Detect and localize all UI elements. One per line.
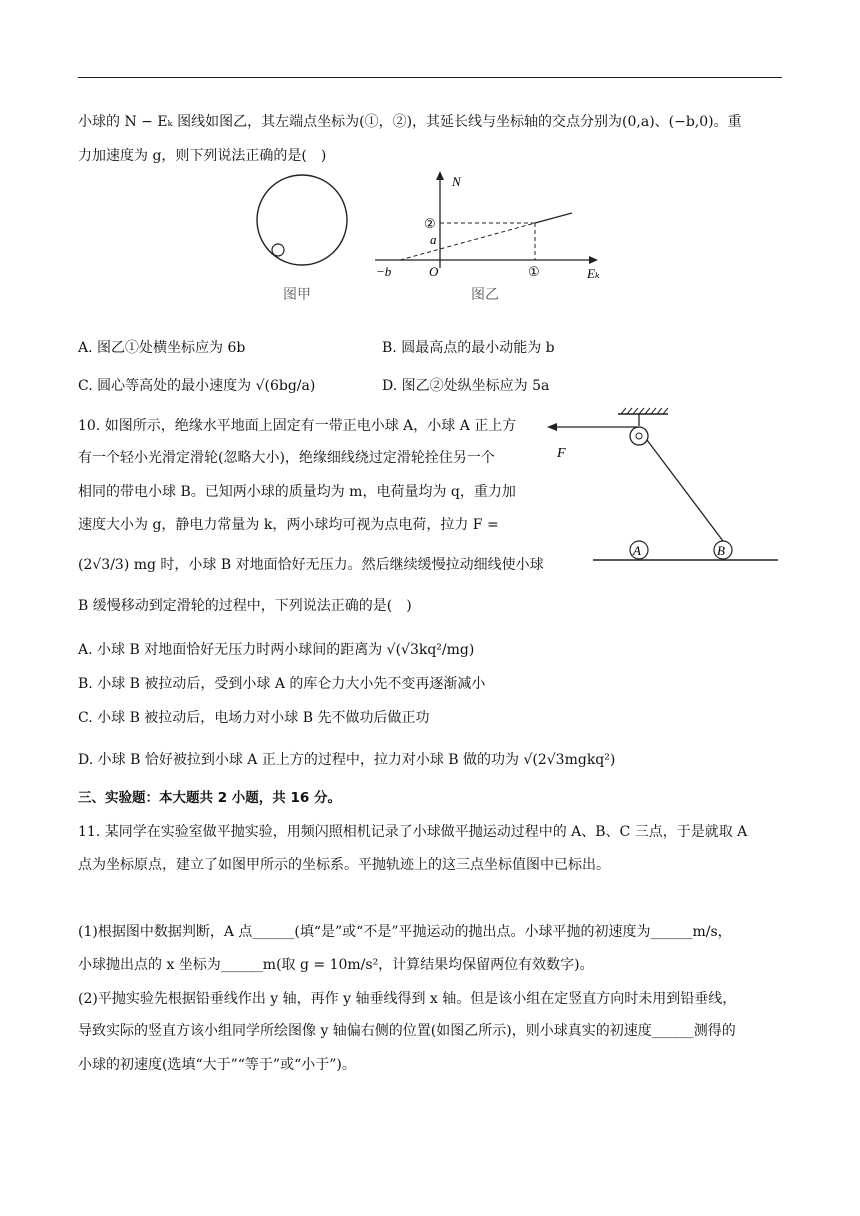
q11-part2-line3: 小球的初速度(选填“大于”“等于”或“小于”)。 xyxy=(78,1057,356,1073)
q11-part2-line2: 导致实际的竖直方该小组同学所绘图像 y 轴偏右侧的位置(如图乙所示)，则小球真实的初速度______测得的 xyxy=(78,1023,736,1039)
q10-option-a: A. 小球 B 对地面恰好无压力时两小球间的距离为 √(√3kq²/mg) xyxy=(78,642,475,658)
q9-option-d: D. 图乙②处纵坐标应为 5a xyxy=(382,378,550,394)
q11-part1-line1: (1)根据图中数据判断，A 点______(填“是”或“不是”平抛运动的抛出点。小球平抛的初速度为______m/s， xyxy=(78,924,732,940)
q9-stem-line1: 小球的 N − Eₖ 图线如图乙，其左端点坐标为(①，②)，其延长线与坐标轴的交点分别为(0,a)、(−b,0)。重 xyxy=(78,114,742,130)
q9-option-b: B. 圆最高点的最小动能为 b xyxy=(382,340,555,356)
y-axis-arrow xyxy=(436,171,444,180)
ceiling-hatch xyxy=(621,408,668,414)
string-to-b xyxy=(647,440,723,541)
ball-a-label: A xyxy=(633,543,641,558)
figure-jia xyxy=(250,170,360,270)
q9-option-c: C. 圆心等高处的最小速度为 √(6bg/a) xyxy=(78,378,316,394)
ball-b-label: B xyxy=(717,543,725,558)
q11-part2-line1: (2)平抛实验先根据铅垂线作出 y 轴，再作 y 轴垂线得到 x 轴。但是该小组在定竖直方向时未用到铅垂线， xyxy=(78,991,737,1007)
vertical-circle-track xyxy=(257,175,347,265)
mark-circle-1: ① xyxy=(528,264,540,279)
x-axis-arrow xyxy=(589,256,598,264)
q9-option-a: A. 图乙①处横坐标应为 6b xyxy=(78,340,246,356)
q10-line3: 相同的带电小球 B。已知两小球的质量均为 m，电荷量均为 q，重力加 xyxy=(78,484,516,500)
q10-line6: B 缓慢移动到定滑轮的过程中，下列说法正确的是( ) xyxy=(78,598,412,614)
neg-b-label: −b xyxy=(376,264,392,279)
x-axis-label: Eₖ xyxy=(587,266,600,280)
fig-yi-label: 图乙 xyxy=(471,287,499,303)
a-label: a xyxy=(430,232,437,247)
q10-line5: (2√3/3) mg 时，小球 B 对地面恰好无压力。然后继续缓慢拉动细线使小球 xyxy=(78,557,544,573)
q11-part1-line2: 小球抛出点的 x 坐标为______m(取 g = 10m/s²，计算结果均保留两位有效数字)。 xyxy=(78,957,594,973)
small-ball xyxy=(272,244,284,256)
q10-option-d: D. 小球 B 恰好被拉到小球 A 正上方的过程中，拉力对小球 B 做的功为 √(2√3mgkq²) xyxy=(78,752,616,768)
figure-yi-graph xyxy=(370,168,615,280)
n-ek-line xyxy=(535,213,572,223)
figure-pulley-setup xyxy=(545,405,785,565)
force-arrow xyxy=(547,423,557,431)
pulley xyxy=(630,427,648,445)
q10-line4: 速度大小为 g，静电力常量为 k，两小球均可视为点电荷，拉力 F = xyxy=(78,517,499,533)
q10-option-c: C. 小球 B 被拉动后，电场力对小球 B 先不做功后做正功 xyxy=(78,710,430,726)
q9-stem-line2: 力加速度为 g，则下列说法正确的是( ) xyxy=(78,148,327,164)
origin-label: O xyxy=(429,264,439,279)
fig-jia-label: 图甲 xyxy=(283,287,311,303)
header-rule xyxy=(78,77,782,78)
y-axis-label: N xyxy=(452,174,461,189)
q10-option-b: B. 小球 B 被拉动后，受到小球 A 的库仑力大小先不变再逐渐减小 xyxy=(78,676,486,692)
q11-line1: 11. 某同学在实验室做平抛实验，用频闪照相机记录了小球做平抛运动过程中的 A、B、C 三点，于是就取 A xyxy=(78,824,748,840)
q11-line2: 点为坐标原点，建立了如图甲所示的坐标系。平抛轨迹上的这三点坐标值图中已标出。 xyxy=(78,857,610,873)
dashed-extension xyxy=(400,223,535,260)
q10-line2: 有一个轻小光滑定滑轮(忽略大小)，绝缘细线绕过定滑轮拴住另一个 xyxy=(78,450,495,466)
q10-line1: 10. 如图所示，绝缘水平地面上固定有一带正电小球 A，小球 A 正上方 xyxy=(78,418,517,434)
section-3-title: 三、实验题：本大题共 2 小题，共 16 分。 xyxy=(78,790,341,806)
force-label: F xyxy=(557,446,566,461)
mark-circle-2: ② xyxy=(424,216,436,231)
